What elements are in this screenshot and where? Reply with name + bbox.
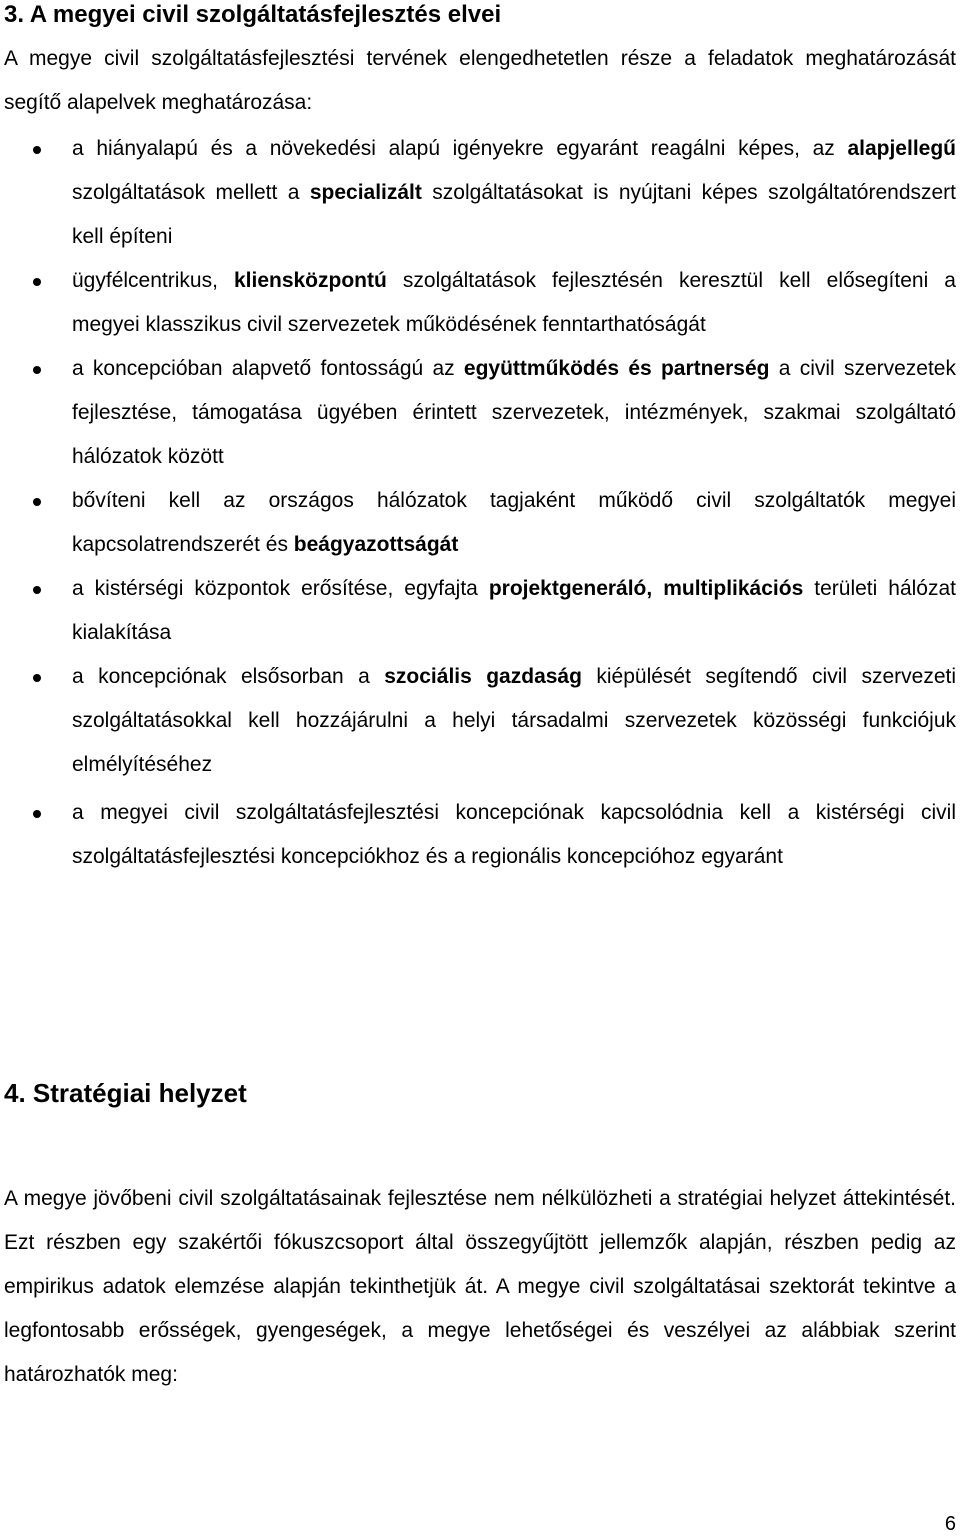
bullet-icon	[33, 586, 41, 594]
bullet-icon	[33, 674, 41, 682]
list-item-text: a koncepcióban alapvető fontosságú az	[72, 357, 464, 380]
page-number: 6	[944, 1513, 956, 1535]
list-item-bold-text: specializált	[309, 181, 422, 204]
list-item-text: a kistérségi központok erősítése, egyfajta	[72, 577, 489, 600]
list-item-text: szolgáltatásokat is nyújtani képes szolgáltatórendszert kell építeni	[72, 181, 957, 248]
list-item-bold-text: kliensközpontú	[233, 269, 387, 292]
list-item	[0, 479, 956, 567]
list-item	[0, 347, 956, 479]
bullet-icon	[33, 810, 41, 818]
list-item-text: ügyfélcentrikus,	[72, 269, 234, 292]
list-item-bold-text: szociális gazdaság	[384, 665, 582, 688]
list-item-text: szolgáltatások mellett a	[72, 181, 310, 204]
list-item-bold-text: alapjellegű	[847, 137, 956, 160]
bullet-icon	[33, 146, 41, 154]
bullet-icon	[33, 278, 41, 286]
section-3-intro: A megye civil szolgáltatásfejlesztési tervének elengedhetetlen része a feladatok meghatározását segítő alapelvek meghatározása:	[4, 47, 956, 114]
list-item-text: a civil szervezetek fejlesztése, támogatása ügyében érintett szervezetek, intézmények, szakmai szolgáltató hálózatok között	[72, 357, 956, 468]
bullet-icon	[33, 366, 41, 374]
list-item-text: kiépülését segítendő civil szervezeti szolgáltatásokkal kell hozzájárulni a helyi társadalmi szervezetek közösségi funkciójuk elmélyítéséhez	[72, 665, 956, 776]
list-item-text: bővíteni kell az országos hálózatok tagjaként működő civil szolgáltatók megyei kapcsolatrendszerét és	[72, 489, 956, 556]
list-item	[0, 567, 956, 655]
list-item-text: területi hálózat kialakítása	[72, 577, 957, 644]
list-item	[0, 655, 956, 787]
section-4-paragraph: A megye jövőbeni civil szolgáltatásainak fejlesztése nem nélkülözheti a stratégiai helyzet áttekintését. Ezt részben egy szakértői fókuszcsoport által összegyűjtött jellemzők alapján, részben pedig az empirikus adatok elemzése alapján tekinthetjük át. A megye civil szolgáltatásai szektorát tekintve a legfontosabb erősségek, gyengeségek, a megye lehetőségei és veszélyei az alábbiak szerint határozhatók meg:	[4, 1187, 956, 1386]
list-item	[0, 791, 956, 879]
list-item-bold-text: együttműködés és partnerség	[463, 357, 770, 380]
section-4-heading: 4. Stratégiai helyzet	[4, 1078, 247, 1108]
list-item-text: a hiányalapú és a növekedési alapú igényekre egyaránt reagálni képes, az	[72, 137, 848, 160]
list-item-text: a koncepciónak elsősorban a	[72, 665, 385, 688]
list-item	[0, 127, 956, 259]
bullet-icon	[33, 498, 41, 506]
principles-list	[0, 127, 960, 879]
list-item-text: a megyei civil szolgáltatásfejlesztési koncepciónak kapcsolódnia kell a kistérségi civil szolgáltatásfejlesztési koncepciókhoz és a regionális koncepcióhoz egyaránt	[72, 801, 956, 868]
list-item-text: szolgáltatások fejlesztésén keresztül kell elősegíteni a megyei klasszikus civil szervezetek működésének fenntarthatóságát	[72, 269, 956, 336]
section-3-heading: 3. A megyei civil szolgáltatásfejlesztés elvei	[4, 1, 502, 28]
list-item	[0, 259, 956, 347]
list-item-bold-text: projektgeneráló, multiplikációs	[488, 577, 804, 600]
list-item-bold-text: beágyazottságát	[293, 533, 459, 556]
